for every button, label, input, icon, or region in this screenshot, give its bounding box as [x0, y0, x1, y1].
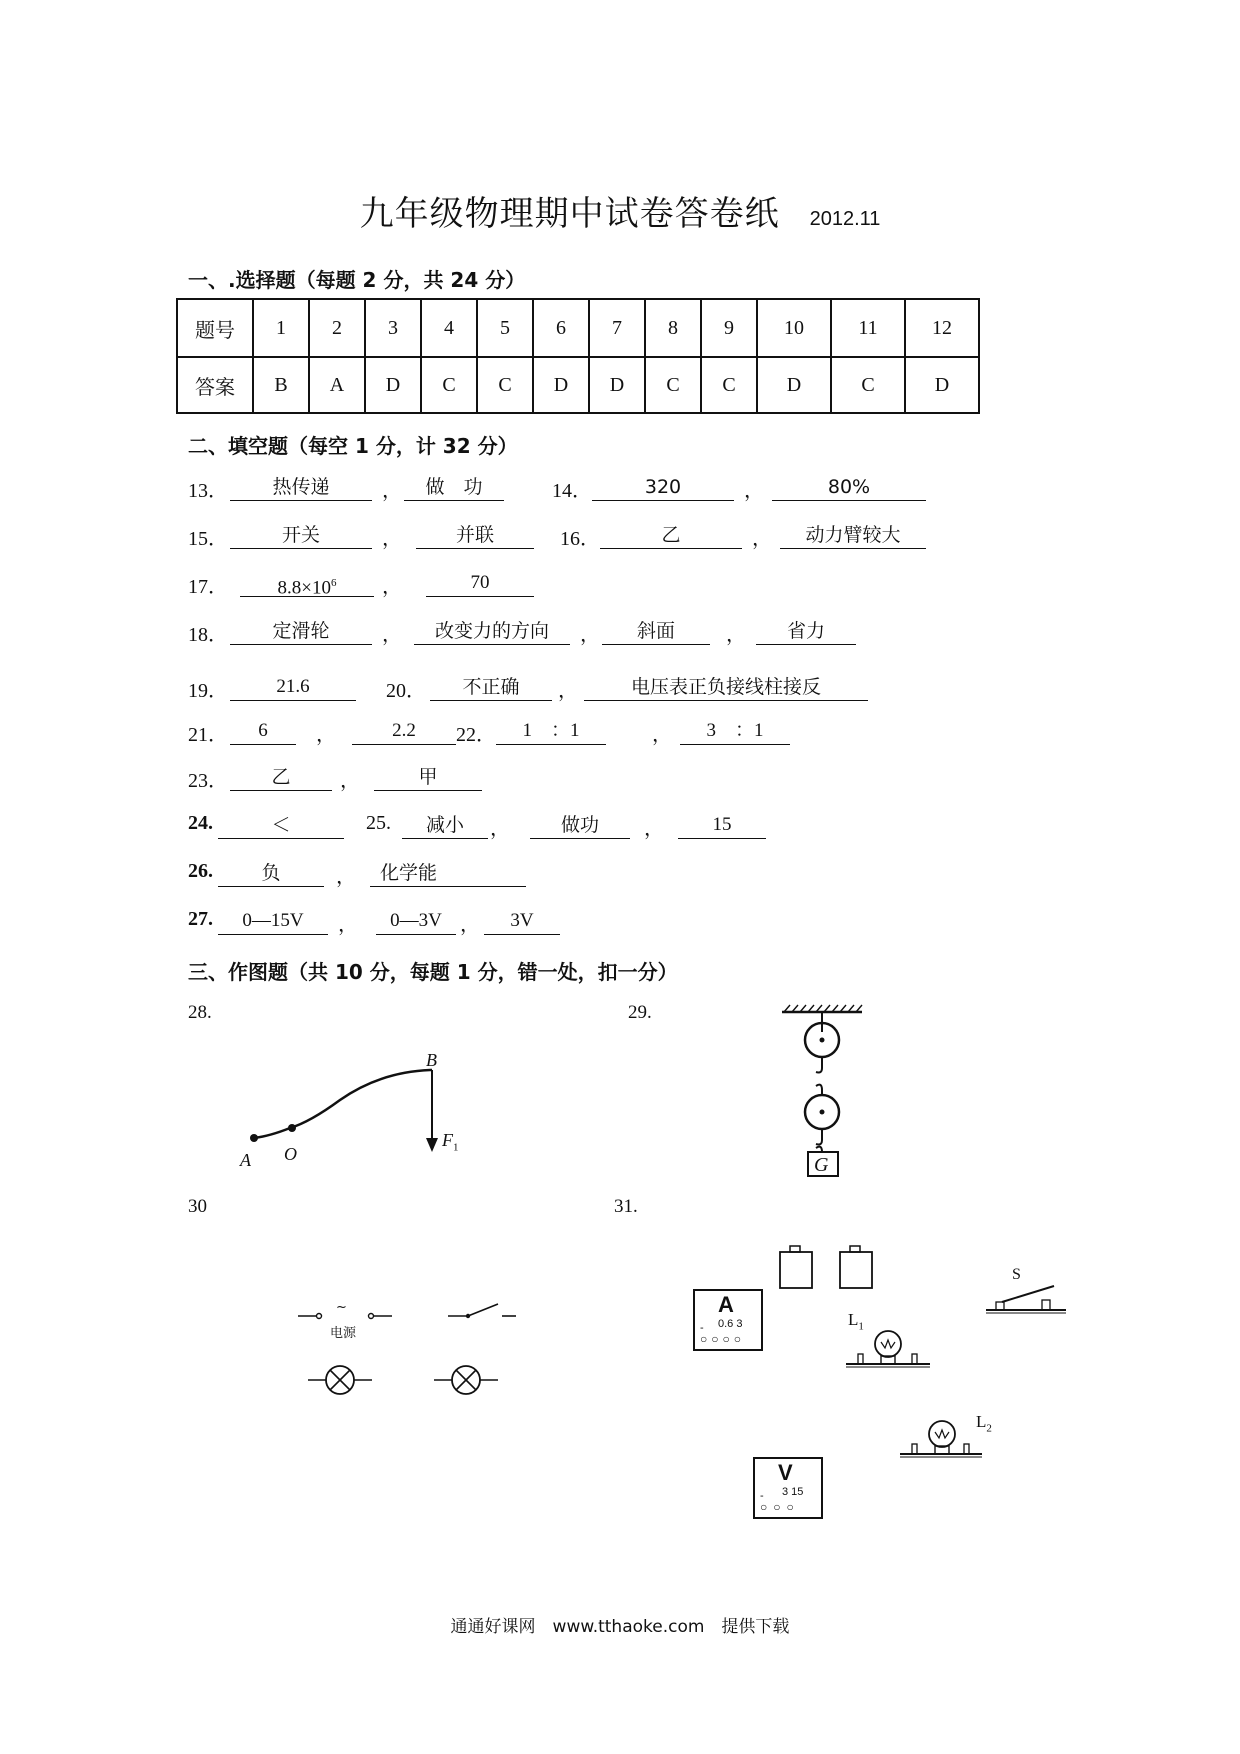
separator: ，: [338, 914, 358, 936]
answer-cell: D: [589, 357, 645, 413]
q20-answer-2: 电压表正负接线柱接反: [584, 674, 868, 701]
lamp2-label-base: L: [976, 1412, 987, 1431]
question-number: 1: [253, 299, 309, 357]
separator: ，: [382, 528, 402, 550]
source-terminal-left: [317, 1314, 322, 1319]
separator: ，: [336, 866, 356, 888]
lamp1-label: [848, 1310, 864, 1332]
q23-label: 23．: [188, 770, 228, 792]
answer-cell: A: [309, 357, 365, 413]
q16-label: 16．: [560, 528, 600, 550]
q27-answer-3: 3V: [484, 908, 560, 935]
q13-answer-2: 做 功: [404, 474, 504, 501]
lamp1-label-subscript: 1: [858, 1320, 864, 1333]
voltmeter-scale: 3 15: [782, 1486, 804, 1498]
switch-blade: [468, 1304, 498, 1316]
lamp2-bulb: [929, 1421, 955, 1447]
separator: ，: [316, 724, 336, 746]
switch-label: S: [1012, 1266, 1021, 1283]
answer-cell: D: [757, 357, 831, 413]
question-number: 6: [533, 299, 589, 357]
question-number: 10: [757, 299, 831, 357]
voltmeter-minus: -: [760, 1490, 764, 1502]
q26-answer-2: 化学能: [370, 860, 526, 887]
answer-cell: C: [645, 357, 701, 413]
title-date: 2012.11: [809, 208, 881, 230]
page-title: [0, 186, 1240, 235]
ammeter-scale: 0.6 3: [718, 1318, 743, 1330]
fixed-pulley-hook: [816, 1058, 822, 1073]
force-arrowhead: [426, 1138, 438, 1152]
q20-label: 20．: [386, 680, 426, 702]
q25-answer-2: 做功: [530, 812, 630, 839]
ammeter-terminals: ○○○○: [700, 1332, 745, 1346]
q22-answer-1: 1 ：1: [496, 718, 606, 745]
q18-answer-2: 改变力的方向: [414, 618, 570, 645]
q23-answer-2: 甲: [374, 764, 482, 791]
battery1: [780, 1252, 812, 1288]
q27-answer-1: 0—15V: [218, 908, 328, 935]
movable-pulley-axle: [820, 1110, 825, 1115]
q18-label: 18．: [188, 624, 228, 646]
question-number: 8: [645, 299, 701, 357]
page-footer: 通通好课网 www.tthaoke.com 提供下载: [450, 1617, 790, 1637]
title-text: 九年级物理期中试卷答卷纸: [359, 194, 780, 234]
voltmeter-terminals: ○○○: [760, 1500, 800, 1514]
q26-label: 26.: [188, 860, 213, 882]
answer-cell: B: [253, 357, 309, 413]
q17-answer-1: [240, 570, 374, 597]
q21-label: 21．: [188, 724, 228, 746]
label-b: B: [426, 1050, 437, 1070]
q17-answer-1-base: 8.8×10: [277, 577, 331, 599]
q15-answer-1: 开关: [230, 522, 372, 549]
q29-label: 29.: [628, 1002, 652, 1023]
q15-label: 15．: [188, 528, 228, 550]
q24-label: 24.: [188, 812, 213, 834]
label-f1-subscript: 1: [453, 1141, 459, 1154]
q20-answer-1: 不正确: [430, 674, 552, 701]
q22-answer-2: 3 ：1: [680, 718, 790, 745]
question-number: 5: [477, 299, 533, 357]
components-diagram: [690, 1236, 1090, 1536]
q21-answer-1: 6: [230, 718, 296, 745]
q14-answer-1: 320: [592, 474, 734, 501]
battery1-terminal: [790, 1246, 800, 1252]
q25-answer-1: 减小: [402, 812, 488, 839]
answer-cell: C: [831, 357, 905, 413]
answer-cell: C: [477, 357, 533, 413]
q15-answer-2: 并联: [416, 522, 534, 549]
separator: ，: [652, 724, 672, 746]
answer-table: [176, 298, 980, 414]
separator: ，: [558, 680, 578, 702]
label-a: A: [240, 1150, 251, 1170]
q31-label: 31.: [614, 1196, 638, 1217]
source-label: 电源: [330, 1326, 357, 1341]
row-header-label: 题号: [177, 299, 253, 357]
separator: ，: [726, 624, 746, 646]
separator: ，: [340, 770, 360, 792]
battery2: [840, 1252, 872, 1288]
q14-answer-2: 80%: [772, 474, 926, 501]
lamp1-label-base: L: [848, 1310, 859, 1329]
label-o: O: [284, 1144, 297, 1164]
q17-label: 17．: [188, 576, 228, 598]
q18-answer-3: 斜面: [602, 618, 710, 645]
q21-answer-2: 2.2: [352, 718, 456, 745]
separator: ，: [460, 914, 480, 936]
q30-label: 30: [188, 1196, 207, 1217]
source-ac-icon: ~: [336, 1300, 347, 1315]
q27-answer-2: 0—3V: [376, 908, 456, 935]
weight-label: G: [814, 1154, 829, 1176]
separator: ，: [752, 528, 772, 550]
q14-label: 14．: [552, 480, 592, 502]
separator: ，: [382, 480, 402, 502]
answer-cell: D: [533, 357, 589, 413]
answer-cell: C: [421, 357, 477, 413]
voltmeter-label: V: [778, 1460, 793, 1485]
figure-28-lever: [230, 1050, 470, 1180]
q23-answer-1: 乙: [230, 764, 332, 791]
fixed-pulley-axle: [820, 1038, 825, 1043]
ammeter-minus: -: [700, 1322, 704, 1334]
q13-label: 13．: [188, 480, 228, 502]
q17-answer-2: 70: [426, 570, 534, 597]
question-number: 9: [701, 299, 757, 357]
lever-curve: [254, 1070, 432, 1138]
source-terminal-right: [369, 1314, 374, 1319]
q18-answer-4: 省力: [756, 618, 856, 645]
question-number: 12: [905, 299, 979, 357]
q18-answer-1: 定滑轮: [230, 618, 372, 645]
question-number: 7: [589, 299, 645, 357]
separator: ，: [644, 818, 664, 840]
q25-answer-3: 15: [678, 812, 766, 839]
separator: ，: [490, 818, 510, 840]
q16-answer-1: 乙: [600, 522, 742, 549]
lamp1-bulb: [875, 1331, 901, 1357]
lamp2-label: [976, 1412, 992, 1434]
answer-cell: C: [701, 357, 757, 413]
figure-31-components: [690, 1236, 1090, 1536]
answer-table-answer-row: [177, 357, 979, 413]
separator: ，: [744, 480, 764, 502]
q26-answer-1: 负: [218, 860, 324, 887]
question-number: 11: [831, 299, 905, 357]
answer-cell: D: [905, 357, 979, 413]
section1-heading: 一、.选择题（每题 2 分，共 24 分）: [188, 268, 526, 292]
q24-answer-1: ＜: [218, 812, 344, 839]
q27-label: 27.: [188, 908, 213, 930]
label-f1: [442, 1130, 459, 1154]
q19-label: 19．: [188, 680, 228, 702]
q17-answer-1-exponent: 6: [330, 577, 337, 589]
circuit-components: [290, 1300, 530, 1430]
answer-cell: D: [365, 357, 421, 413]
answer-table-number-row: [177, 299, 979, 357]
q25-label: 25.: [366, 812, 391, 834]
question-number: 3: [365, 299, 421, 357]
point-a: [250, 1134, 258, 1142]
separator: ，: [580, 624, 600, 646]
section2-heading: 二、填空题（每空 1 分，计 32 分）: [188, 434, 518, 458]
point-o: [288, 1124, 296, 1132]
q13-answer-1: 热传递: [230, 474, 372, 501]
q16-answer-2: 动力臂较大: [780, 522, 926, 549]
ammeter-label: A: [718, 1292, 734, 1317]
lamp2-label-subscript: 2: [986, 1422, 992, 1435]
separator: ，: [382, 576, 402, 598]
q28-label: 28.: [188, 1002, 212, 1023]
separator: ，: [382, 624, 402, 646]
label-f1-base: F: [442, 1130, 453, 1150]
figure-29-pulleys: [770, 1002, 870, 1192]
section3-heading: 三、作图题（共 10 分，每题 1 分，错一处，扣一分）: [188, 960, 678, 984]
q22-label: 22．: [456, 724, 496, 746]
row-answer-label: 答案: [177, 357, 253, 413]
battery2-terminal: [850, 1246, 860, 1252]
figure-30-components: [290, 1300, 530, 1430]
q19-answer-1: 21.6: [230, 674, 356, 701]
question-number: 2: [309, 299, 365, 357]
weight-hook: [816, 1130, 822, 1152]
question-number: 4: [421, 299, 477, 357]
